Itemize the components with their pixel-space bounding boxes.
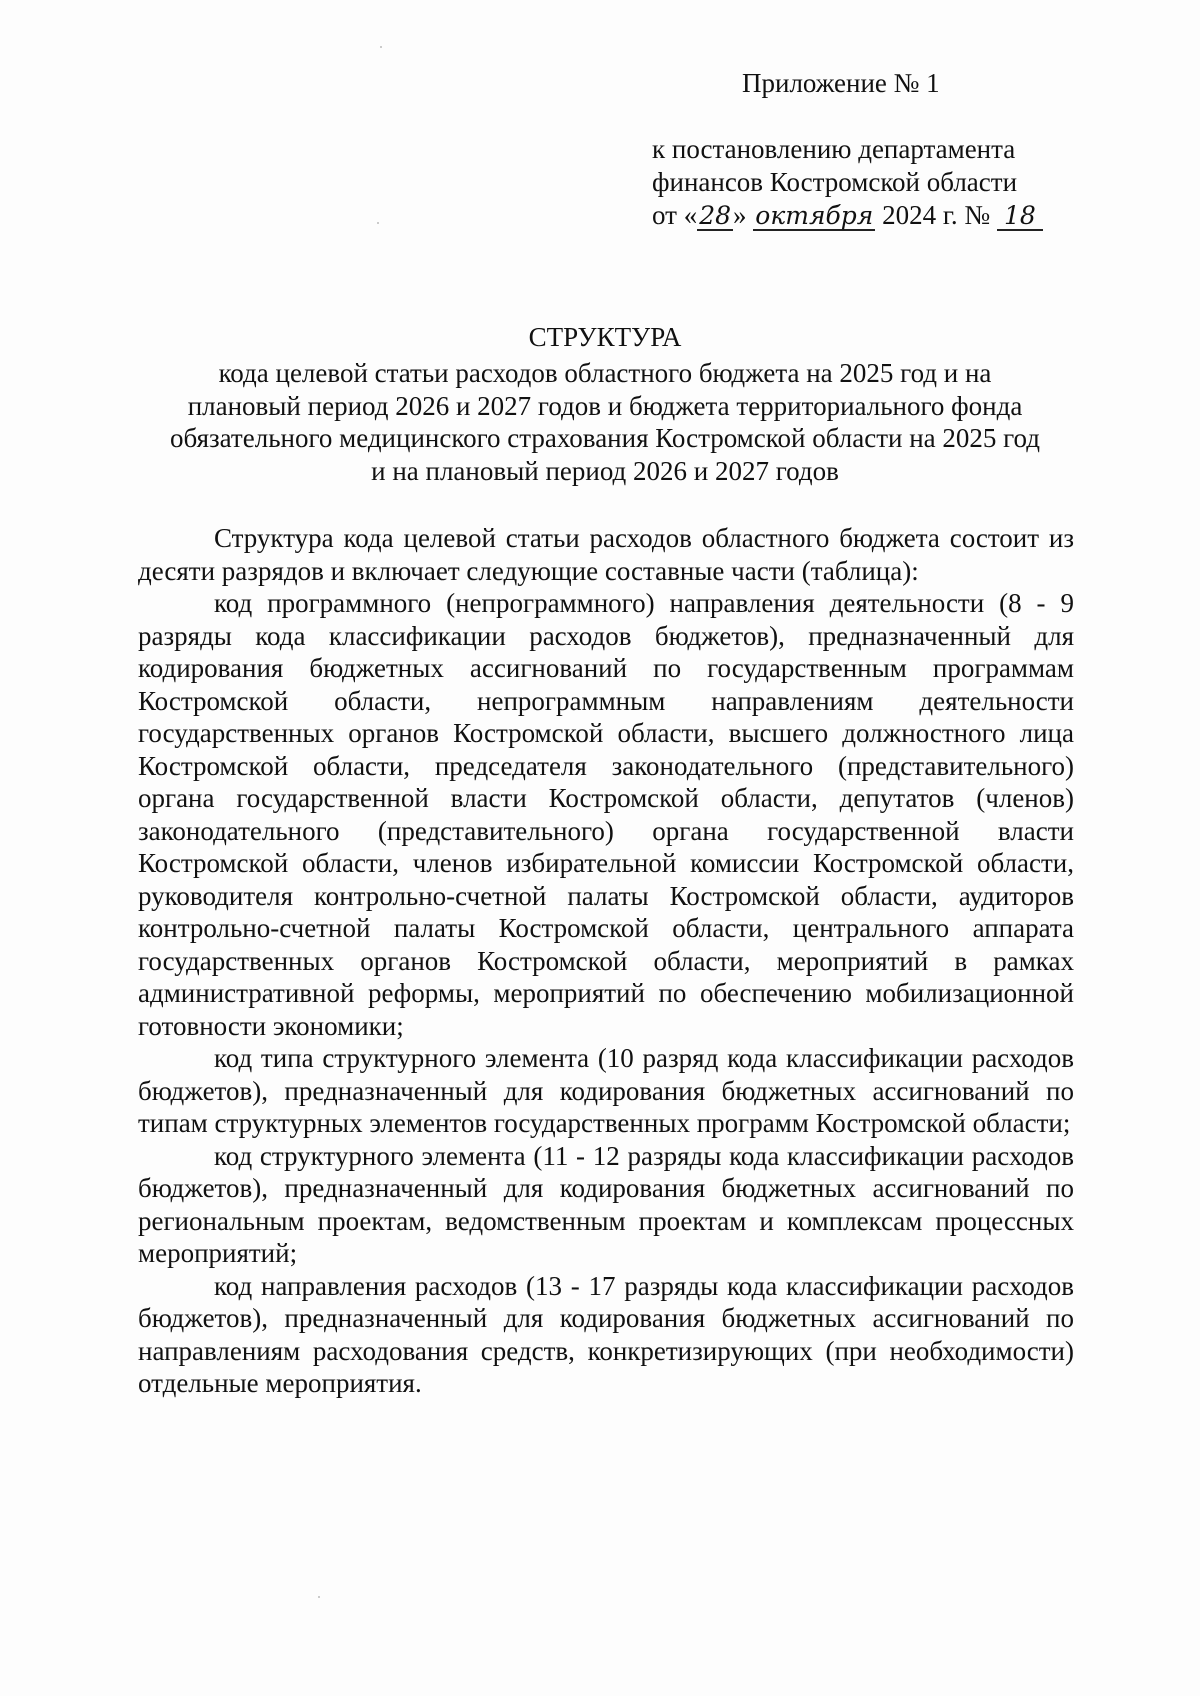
approval-block (652, 133, 1043, 232)
handwritten-doc-number: 18 (997, 203, 1043, 231)
date-mid: » (733, 200, 754, 230)
document-title: СТРУКТУРА (528, 322, 682, 352)
handwritten-month: октября (755, 201, 874, 230)
body-paragraph: код структурного элемента (11 - 12 разряды кода классификации расходов бюджетов), предназначенный для кодирования бюджетных ассигнований по региональным проектам, ведомственным проектам и комплексам процессных мероприятий; (138, 1140, 1074, 1268)
date-prefix: от « (652, 200, 698, 230)
document-body (138, 522, 1074, 1400)
scan-speck (377, 222, 379, 224)
subtitle-line: и на плановый период 2026 и 2027 годов (371, 455, 839, 486)
body-paragraph: код типа структурного элемента (10 разряд кода классификации расходов бюджетов), предназначенный для кодирования бюджетных ассигнований по типам структурных элементов государственных программ Костромской области; (138, 1043, 1074, 1138)
subtitle-line: кода целевой статьи расходов областного бюджета на 2025 год и на (218, 358, 992, 388)
approval-line-2: финансов Костромской области (652, 167, 1018, 197)
handwritten-day: 28 (699, 201, 732, 230)
appendix-label: Приложение № 1 (742, 68, 940, 98)
scan-speck (318, 1596, 320, 1598)
subtitle-line: плановый период 2026 и 2027 годов и бюджета территориального фонда (187, 390, 1023, 421)
body-paragraph: код направления расходов (13 - 17 разряды кода классификации расходов бюджетов), предназначенный для кодирования бюджетных ассигнований по направлениям расходования средств, конкретизирующих (при необходимости) отдельные мероприятия. (138, 1270, 1074, 1398)
subtitle-line: обязательного медицинского страхования Костромской области на 2025 год (170, 423, 1040, 453)
body-paragraph: код программного (непрограммного) направления деятельности (8 - 9 разряды кода классификации расходов бюджетов), предназначенный для кодирования бюджетных ассигнований по государственным программам Костромской области, непрограммным направлениям деятельности государственных органов Костромской области, высшего должностного лица Костромской области, председателя законодательного (представительного) органа государственной власти Костромской области, депутатов (членов) законодательного (представительного) органа государственной власти Костромской области, членов избирательной комиссии Костромской области, руководителя контрольно-счетной палаты Костромской области, аудиторов контрольно-счетной палаты Костромской области, центрального аппарата государственных органов Костромской области, мероприятий в рамках административной реформы, мероприятий по обеспечению мобилизационной готовности экономики; (138, 588, 1074, 1041)
approval-line-1: к постановлению департамента (652, 134, 1016, 164)
scan-speck (380, 46, 382, 48)
approval-date-line (652, 199, 1043, 232)
document-subtitle (140, 357, 1070, 487)
body-paragraph: Структура кода целевой статьи расходов областного бюджета состоит из десяти разрядов и включает следующие составные части (таблица): (138, 523, 1074, 586)
date-year: 2024 г. № (875, 200, 997, 230)
